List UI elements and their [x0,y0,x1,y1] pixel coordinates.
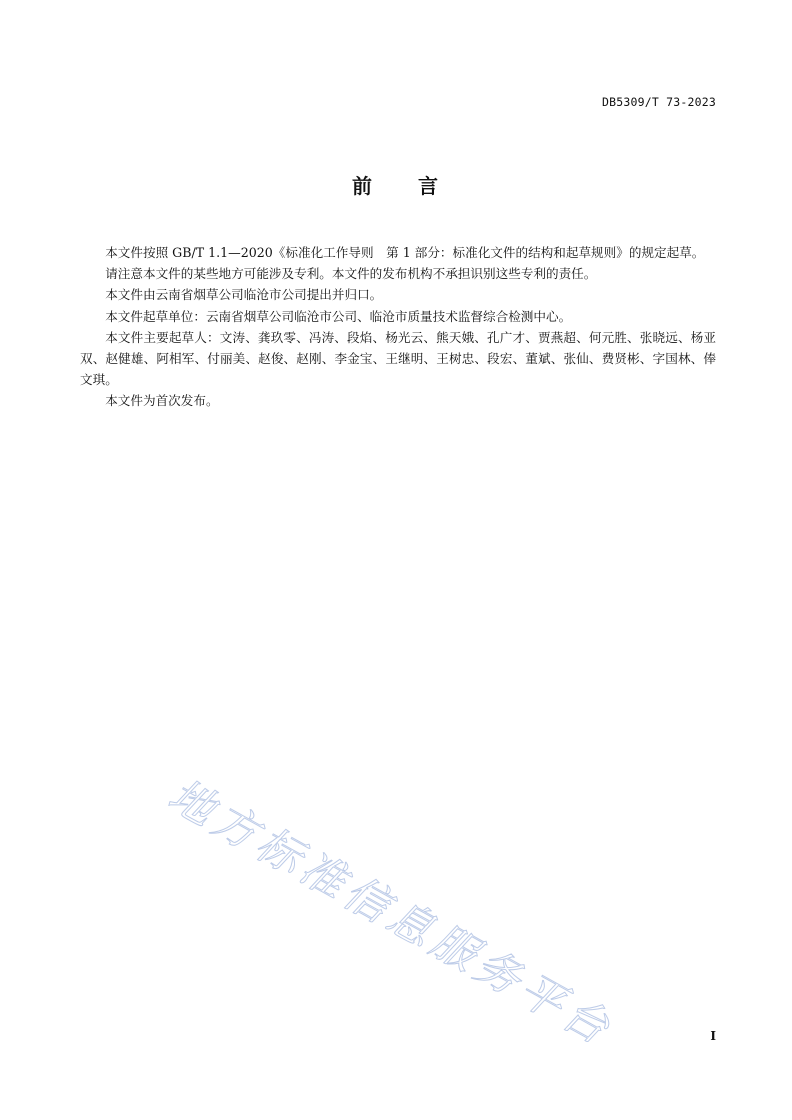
paragraph-patent-notice: 请注意本文件的某些地方可能涉及专利。本文件的发布机构不承担识别这些专利的责任。 [105,266,597,282]
section-title [0,170,792,199]
paragraph-drafting-units: 本文件起草单位：云南省烟草公司临沧市公司、临沧市质量技术监督综合检测中心。 [105,308,572,324]
paragraph-drafters: 本文件主要起草人：文涛、龚玖零、冯涛、段焰、杨光云、熊天娥、孔广才、贾燕超、何元胜、张晓远、杨亚双、赵健雄、阿相军、付丽美、赵俊、赵刚、李金宝、王继明、王树忠、段宏、董斌、张仙、费贤彬、字国林、俸文琪。 [80,329,716,388]
paragraph-proposer: 本文件由云南省烟草公司临沧市公司提出并归口。 [105,287,383,303]
document-code: DB5309/T 73-2023 [602,95,716,109]
paragraph-first-release: 本文件为首次发布。 [105,393,219,409]
preface-body [80,242,716,412]
title-char-2: 言 [418,174,440,198]
title-char-1: 前 [352,174,374,198]
watermark: 地方标准信息服务平台 [159,769,622,1057]
page-number: I [710,1029,716,1043]
paragraph-drafting-basis: 本文件按照 GB/T 1.1—2020《标准化工作导则 第 1 部分：标准化文件的结构和起草规则》的规定起草。 [105,245,705,260]
